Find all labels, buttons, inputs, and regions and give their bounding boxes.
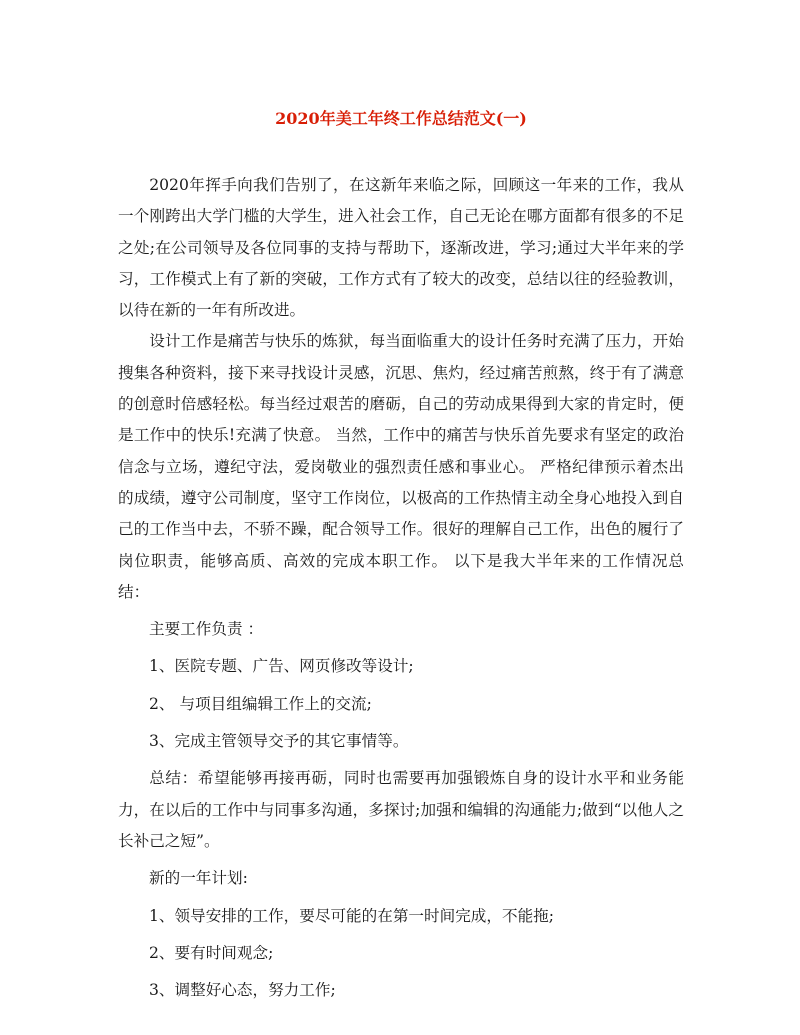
paragraph-design-work: 设计工作是痛苦与快乐的炼狱，每当面临重大的设计任务时充满了压力，开始搜集各种资料，接下来寻找设计灵感，沉思、焦灼，经过痛苦煎熬，终于有了满意的创意时倍感轻松。每当经过艰苦的磨砺，自己的劳动成果得到大家的肯定时，便是工作中的快乐!充满了快意。 当然，工作中的痛苦与快乐首先要求有坚定的政治信念与立场，遵纪守法，爱岗敬业的强烈责任感和事业心。 严格纪律预示着杰出的成绩，遵守公司制度，坚守工作岗位，以极高的工作热情主动全身心地投入到自己的工作当中去，不骄不躁，配合领导工作。很好的理解自己工作，出色的履行了岗位职责，能够高质、高效的完成本职工作。 以下是我大半年来的工作情况总结：	[118, 332, 684, 601]
plan-item-1: 1、领导安排的工作，要尽可能的在第一时间完成，不能拖;	[149, 906, 555, 925]
duties-heading: 主要工作负责 ：	[149, 620, 264, 639]
document-page	[118, 108, 684, 1012]
paragraph-intro: 2020年挥手向我们告别了，在这新年来临之际，回顾这一年来的工作，我从一个刚跨出大学门槛的大学生，进入社会工作，自己无论在哪方面都有很多的不足之处;在公司领导及各位同事的支持与帮助下，逐渐改进，学习;通过大半年来的学习，工作模式上有了新的突破，工作方式有了较大的改变，总结以往的经验教训，以待在新的一年有所改进。	[118, 176, 684, 320]
plan-heading: 新的一年计划:	[149, 869, 248, 888]
plan-item-2: 2、要有时间观念;	[149, 943, 274, 962]
duty-item-2: 2、 与项目组编辑工作上的交流;	[149, 694, 372, 713]
duty-item-1: 1、医院专题、广告、网页修改等设计;	[149, 657, 414, 676]
plan-item-3: 3、调整好心态，努力工作;	[149, 981, 336, 1000]
duty-item-3: 3、完成主管领导交予的其它事情等。	[149, 732, 409, 751]
document-title: 2020年美工年终工作总结范文(一)	[275, 109, 527, 128]
summary-paragraph: 总结：希望能够再接再砺，同时也需要再加强锻炼自身的设计水平和业务能力，在以后的工作中与同事多沟通，多探讨;加强和编辑的沟通能力;做到“以他人之长补己之短”。	[118, 769, 684, 850]
